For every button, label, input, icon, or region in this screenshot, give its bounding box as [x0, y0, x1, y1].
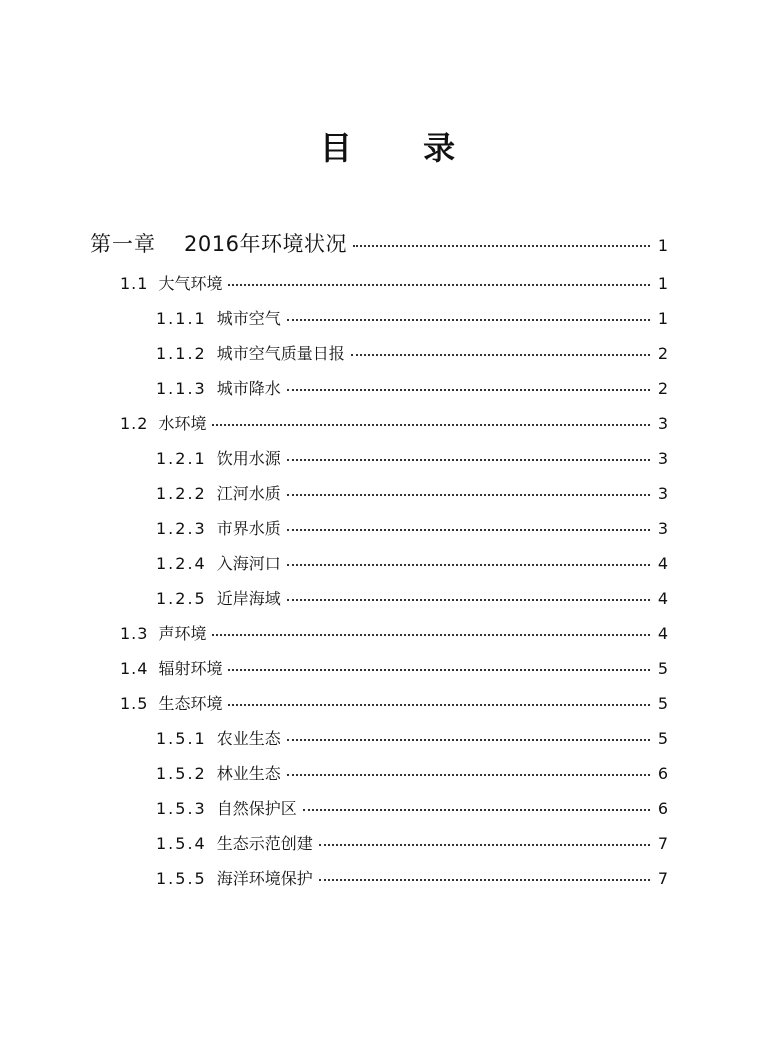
dot-leader: [287, 553, 650, 569]
entry-label: 生态示范创建: [216, 834, 313, 853]
dot-leader: [287, 308, 650, 324]
entry-page-number: 1: [657, 309, 668, 328]
dot-leader: [319, 833, 650, 849]
dot-leader: [303, 798, 650, 814]
entry-number: 1.2.3: [156, 519, 207, 538]
dot-leader: [353, 230, 650, 251]
toc-entry-sub-1-2-1[interactable]: [156, 446, 668, 476]
dot-leader: [287, 588, 650, 604]
entry-page-number: 7: [657, 834, 668, 853]
toc-entry-section-1-4[interactable]: [120, 656, 668, 686]
entry-number: 1.1: [120, 274, 149, 293]
entry-number: 1.1.3: [156, 379, 207, 398]
entry-number: 1.2.5: [156, 589, 207, 608]
entry-page-number: 5: [657, 729, 668, 748]
entry-number: 第一章: [90, 232, 156, 256]
entry-page-number: 1: [657, 236, 668, 255]
entry-page-number: 4: [657, 589, 668, 608]
dot-leader: [228, 658, 650, 674]
entry-page-number: 4: [657, 624, 668, 643]
dot-leader: [287, 448, 650, 464]
entry-number: 1.5.3: [156, 799, 207, 818]
entry-number: 1.4: [120, 659, 149, 678]
entry-label: 声环境: [158, 624, 207, 643]
entry-page-number: 4: [657, 554, 668, 573]
toc-entry-sub-1-5-3[interactable]: [156, 796, 668, 826]
entry-number: 1.2.2: [156, 484, 207, 503]
toc-entry-sub-1-5-5[interactable]: [156, 866, 668, 896]
entry-page-number: 3: [657, 449, 668, 468]
entry-page-number: 3: [657, 519, 668, 538]
dot-leader: [287, 483, 650, 499]
entry-number: 1.2: [120, 414, 149, 433]
toc-entry-sub-1-1-1[interactable]: [156, 306, 668, 336]
entry-page-number: 7: [657, 869, 668, 888]
entry-page-number: 6: [657, 799, 668, 818]
entry-number: 1.1.2: [156, 344, 207, 363]
toc-entry-sub-1-2-2[interactable]: [156, 481, 668, 511]
toc-entry-sub-1-1-3[interactable]: [156, 376, 668, 406]
entry-page-number: 6: [657, 764, 668, 783]
toc-entry-sub-1-2-3[interactable]: [156, 516, 668, 546]
entry-number: 1.5.2: [156, 764, 207, 783]
entry-number: 1.3: [120, 624, 149, 643]
dot-leader: [287, 518, 650, 534]
toc-entry-sub-1-1-2[interactable]: [156, 341, 668, 371]
dot-leader: [287, 728, 650, 744]
entry-label: 海洋环境保护: [216, 869, 313, 888]
entry-label: 林业生态: [216, 764, 281, 783]
toc-title: 目 录: [319, 129, 486, 167]
entry-label: 自然保护区: [216, 799, 297, 818]
dot-leader: [228, 273, 650, 289]
entry-page-number: 2: [657, 379, 668, 398]
entry-label: 城市降水: [216, 379, 281, 398]
dot-leader: [212, 623, 650, 639]
entry-label: 市界水质: [216, 519, 281, 538]
dot-leader: [319, 868, 650, 884]
entry-page-number: 5: [657, 659, 668, 678]
entry-label: 饮用水源: [216, 449, 281, 468]
entry-label: 大气环境: [158, 274, 223, 293]
toc-entry-section-1-5[interactable]: [120, 691, 668, 721]
entry-page-number: 3: [657, 484, 668, 503]
entry-number: 1.5.1: [156, 729, 207, 748]
dot-leader: [228, 693, 650, 709]
toc-entry-sub-1-2-5[interactable]: [156, 586, 668, 616]
dot-leader: [212, 413, 650, 429]
entry-number: 1.1.1: [156, 309, 207, 328]
entry-number: 1.2.1: [156, 449, 207, 468]
entry-label: 江河水质: [216, 484, 281, 503]
dot-leader: [287, 378, 650, 394]
entry-page-number: 2: [657, 344, 668, 363]
entry-label: 入海河口: [216, 554, 281, 573]
entry-label: 2016年环境状况: [184, 232, 347, 256]
dot-leader: [351, 343, 650, 359]
entry-label: 辐射环境: [158, 659, 223, 678]
toc-entry-section-1-1[interactable]: [120, 271, 668, 301]
entry-page-number: 5: [657, 694, 668, 713]
entry-number: 1.5: [120, 694, 149, 713]
toc-entry-chapter-1[interactable]: [90, 228, 668, 258]
entry-number: 1.5.4: [156, 834, 207, 853]
toc-entry-sub-1-5-1[interactable]: [156, 726, 668, 756]
entry-label: 城市空气质量日报: [216, 344, 345, 363]
entry-number: 1.2.4: [156, 554, 207, 573]
toc-entry-section-1-3[interactable]: [120, 621, 668, 651]
entry-label: 城市空气: [216, 309, 281, 328]
entry-label: 农业生态: [216, 729, 281, 748]
toc-entry-sub-1-5-4[interactable]: [156, 831, 668, 861]
entry-number: 1.5.5: [156, 869, 207, 888]
entry-label: 水环境: [158, 414, 207, 433]
toc-entry-sub-1-5-2[interactable]: [156, 761, 668, 791]
entry-page-number: 1: [657, 274, 668, 293]
entry-label: 生态环境: [158, 694, 223, 713]
entry-page-number: 3: [657, 414, 668, 433]
dot-leader: [287, 763, 650, 779]
entry-label: 近岸海域: [216, 589, 281, 608]
toc-entry-sub-1-2-4[interactable]: [156, 551, 668, 581]
toc-entry-section-1-2[interactable]: [120, 411, 668, 441]
